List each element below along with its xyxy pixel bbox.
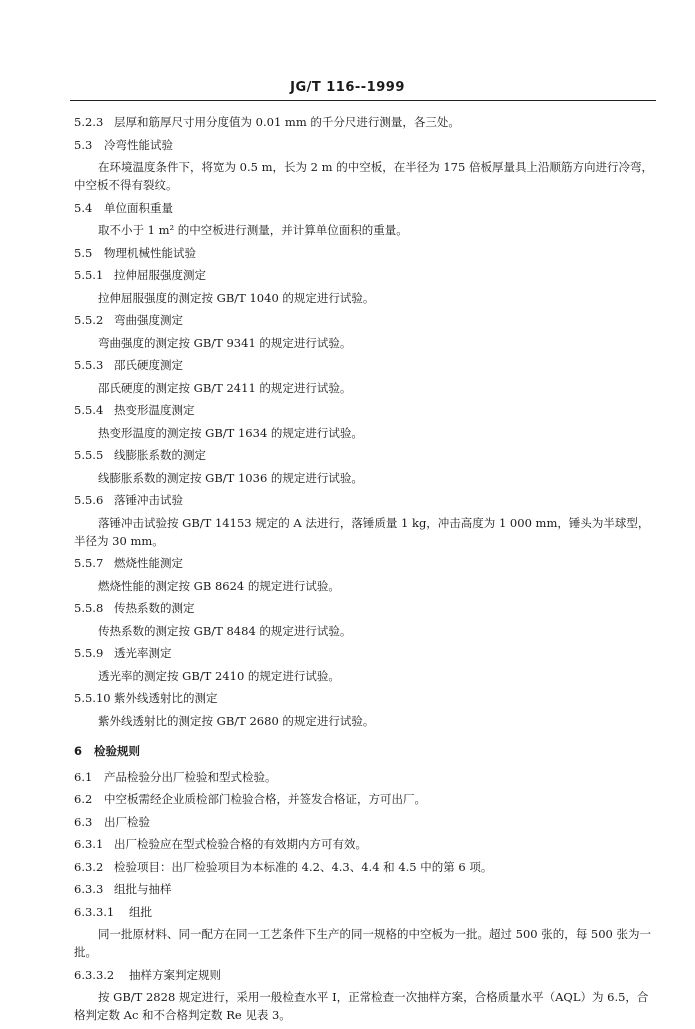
clause-title: 组批与抽样 — [114, 882, 172, 896]
clause-heading — [74, 266, 654, 284]
paragraph: 透光率的测定按 GB/T 2410 的规定进行试验。 — [98, 668, 340, 683]
clause-title: 中空板需经企业质检部门检验合格，并签发合格证，方可出厂。 — [104, 792, 426, 806]
clause-title: 检验项目：出厂检验项目为本标准的 4.2、4.3、4.4 和 4.5 中的第 6 项。 — [114, 859, 493, 874]
paragraph: 邵氏硬度的测定按 GB/T 2411 的规定进行试验。 — [98, 380, 352, 395]
clause-number: 6.3.3 — [74, 882, 104, 896]
clause-title: 弯曲强度测定 — [114, 313, 183, 327]
clause-number: 6.3 — [74, 814, 93, 829]
clause-number: 6 — [74, 743, 83, 758]
clause-number: 6.3.3.2 — [74, 967, 115, 982]
clause-number: 5.5.6 — [74, 493, 104, 507]
clause-number: 5.5.7 — [74, 556, 104, 570]
clause-heading — [74, 966, 654, 984]
clause-heading — [74, 401, 654, 419]
clause-heading — [74, 903, 654, 921]
paragraph: 线膨胀系数的测定按 GB/T 1036 的规定进行试验。 — [98, 470, 363, 485]
clause-title: 物理机械性能试验 — [104, 245, 196, 260]
document-body — [74, 113, 654, 1029]
clause-heading — [74, 491, 654, 509]
paragraph: 同一批原材料、同一配方在同一工艺条件下生产的同一规格的中空板为一批。超过 500 张的，每 500 张为一批。 — [74, 927, 652, 959]
clause-heading — [74, 356, 654, 374]
clause-heading — [74, 880, 654, 898]
paragraph: 热变形温度的测定按 GB/T 1634 的规定进行试验。 — [98, 425, 363, 440]
clause-heading — [74, 554, 654, 572]
section-heading — [74, 742, 654, 760]
clause-heading — [74, 599, 654, 617]
clause-title: 燃烧性能测定 — [114, 556, 183, 570]
clause-number: 5.5.8 — [74, 601, 104, 615]
clause-heading — [74, 835, 654, 853]
clause-title: 热变形温度测定 — [114, 403, 195, 417]
clause-number: 5.2.3 — [74, 115, 104, 129]
clause-number: 6.3.3.1 — [74, 904, 115, 919]
clause-number: 5.5.5 — [74, 448, 104, 462]
clause-number: 6.1 — [74, 769, 93, 784]
clause-title: 透光率测定 — [114, 646, 172, 660]
paragraph: 紫外线透射比的测定按 GB/T 2680 的规定进行试验。 — [98, 713, 375, 728]
clause-number: 5.5.1 — [74, 268, 104, 282]
clause-number: 5.3 — [74, 137, 93, 152]
clause-heading — [74, 813, 654, 831]
clause-heading — [74, 768, 654, 786]
paragraph: 拉伸屈服强度的测定按 GB/T 1040 的规定进行试验。 — [98, 290, 375, 305]
clause-number: 5.5.3 — [74, 358, 104, 372]
clause-heading — [74, 136, 654, 154]
clause-number: 5.5.2 — [74, 313, 104, 327]
page-header: JG/T 116--1999 — [290, 80, 405, 95]
clause-number: 6.3.2 — [74, 859, 104, 874]
clause-title: 出厂检验应在型式检验合格的有效期内方可有效。 — [114, 837, 367, 851]
paragraph: 燃烧性能的测定按 GB 8624 的规定进行试验。 — [98, 578, 340, 593]
clause-title: 出厂检验 — [104, 814, 150, 829]
clause-number: 5.5.4 — [74, 403, 104, 417]
clause-heading — [74, 689, 654, 707]
clause-heading — [74, 644, 654, 662]
clause-title: 层厚和筋厚尺寸用分度值为 0.01 mm 的千分尺进行测量，各三处。 — [114, 115, 460, 129]
header-divider — [70, 100, 656, 101]
clause-title: 拉伸屈服强度测定 — [114, 268, 206, 282]
paragraph: 取不小于 1 m² 的中空板进行测量，并计算单位面积的重量。 — [98, 223, 408, 237]
paragraph: 落锤冲击试验按 GB/T 14153 规定的 A 法进行，落锤质量 1 kg，冲击高度为 1 000 mm，锤头为半球型，半径为 30 mm。 — [74, 515, 650, 548]
paragraph: 传热系数的测定按 GB/T 8484 的规定进行试验。 — [98, 623, 352, 638]
clause-number: 5.5.10 — [74, 691, 111, 705]
clause-heading — [74, 446, 654, 464]
clause-title: 传热系数的测定 — [114, 601, 195, 615]
clause-title: 组批 — [129, 904, 152, 919]
clause-heading — [74, 858, 654, 876]
clause-number: 5.5 — [74, 245, 93, 260]
clause-title: 邵氏硬度测定 — [114, 358, 183, 372]
clause-title: 紫外线透射比的测定 — [114, 691, 218, 705]
clause-number: 5.5.9 — [74, 646, 104, 660]
clause-title: 落锤冲击试验 — [114, 493, 183, 507]
paragraph: 按 GB/T 2828 规定进行，采用一般检查水平 I，正常检查一次抽样方案，合格质量水平（AQL）为 6.5，合格判定数 Ac 和不合格判定数 Re 见表 3。 — [74, 990, 649, 1022]
clause-number: 5.4 — [74, 200, 93, 215]
clause-heading — [74, 790, 654, 808]
clause-heading — [74, 244, 654, 262]
clause-number: 6.3.1 — [74, 837, 104, 851]
clause-title: 检验规则 — [94, 743, 140, 758]
clause-heading — [74, 113, 654, 131]
clause-heading — [74, 199, 654, 217]
clause-number: 6.2 — [74, 792, 93, 806]
clause-title: 抽样方案判定规则 — [129, 967, 221, 982]
clause-title: 单位面积重量 — [104, 200, 173, 215]
clause-title: 产品检验分出厂检验和型式检验。 — [104, 769, 277, 784]
clause-heading — [74, 311, 654, 329]
clause-title: 冷弯性能试验 — [104, 137, 173, 152]
paragraph: 在环境温度条件下，将宽为 0.5 m，长为 2 m 的中空板，在半径为 175 倍板厚量具上沿顺筋方向进行冷弯，中空板不得有裂纹。 — [74, 160, 653, 192]
clause-title: 线膨胀系数的测定 — [114, 448, 206, 462]
paragraph: 弯曲强度的测定按 GB/T 9341 的规定进行试验。 — [98, 335, 352, 350]
